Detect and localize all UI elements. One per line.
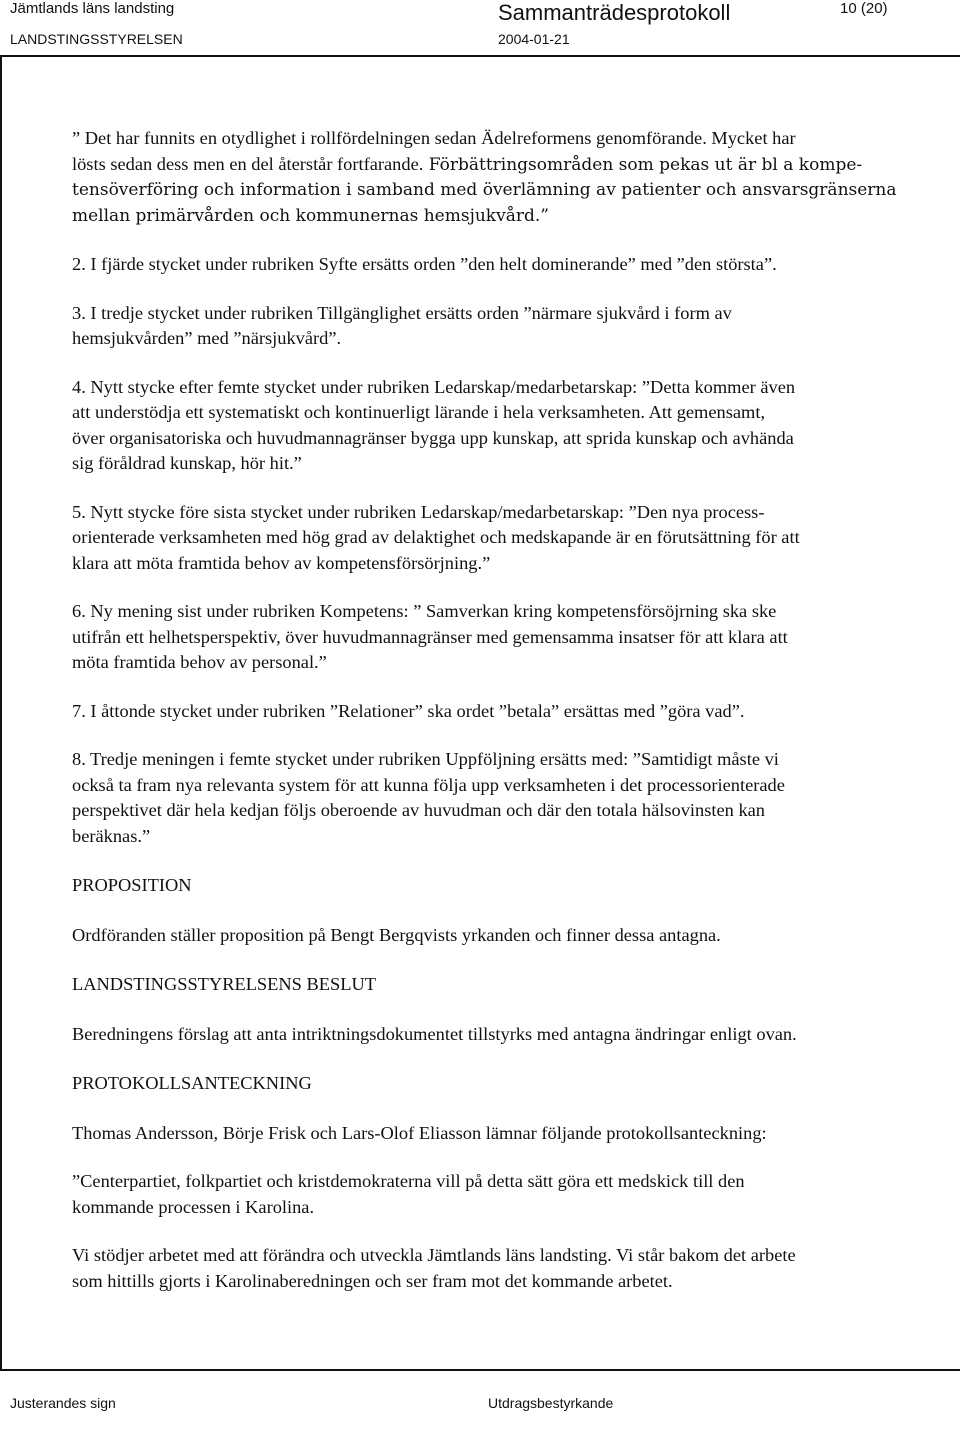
text-line: utifrån ett helhetsperspektiv, över huvudmannagränser med gemensamma insatser för att klara att [72,626,788,647]
board-name: LANDSTINGSSTYRELSEN [10,31,183,47]
annotation-quote [72,1169,937,1220]
text-line: 7. I åttonde stycket under rubriken ”Relationer” ska ordet ”betala” ersättas med ”göra vad”. [72,700,745,721]
utdrag-label: Utdragsbestyrkande [488,1395,614,1411]
text-line: sig föråldrad kunskap, hör hit.” [72,453,302,473]
text-line: orienterade verksamheten med hög grad av delaktighet och medskapande är en förutsättning för att [72,527,800,547]
proposition-heading: PROPOSITION [72,875,192,895]
text-line: att understödja ett systematiskt och kontinuerligt lärande i hela verksamheten. Att gemensamt, [72,402,766,422]
text-line: klara att möta framtida behov av kompetensförsörjning.” [72,552,491,573]
item-7 [72,699,937,725]
text-line: mellan primärvården och kommunernas hemsjukvård.” [72,205,549,226]
item-8 [72,747,937,849]
decision-text: Beredningens förslag att anta intriktningsdokumentet tillstyrks med antagna ändringar enligt ovan. [72,1023,797,1044]
text-line: ”Centerpartiet, folkpartiet och kristdemokraterna vill på detta sätt göra ett medskick till den [72,1171,745,1191]
annotation-closing [72,1243,937,1294]
text-line: 8. Tredje meningen i femte stycket under rubriken Uppföljning ersätts med: ”Samtidigt måste vi [72,749,779,769]
item-3 [72,301,937,352]
organization-name: Jämtlands läns landsting [10,0,175,17]
text-line: möta framtida behov av personal.” [72,652,327,672]
text-line: 3. I tredje stycket under rubriken Tillgänglighet ersätts orden ”närmare sjukvård i form av [72,302,732,323]
text-line: över organisatoriska och huvudmannagränser bygga upp kunskap, att sprida kunskap och avhända [72,427,794,448]
page-number: 10 (20) [840,0,888,17]
text-line: också ta fram nya relevanta system för att kunna följa upp verksamheten i det processorienterade [72,774,785,795]
text-line: beräknas.” [72,825,151,846]
quote-intro [72,126,937,229]
text-line: hemsjukvården” med ”närsjukvård”. [72,328,342,348]
text-line: kommande processen i Karolina. [72,1196,315,1217]
footer-rule [0,1369,960,1371]
text-line: ” Det har funnits en otydlighet i rollfördelningen sedan Ädelreformens genomförande. Mycket har [72,128,796,148]
item-4 [72,375,937,477]
left-margin-rule [0,55,2,1370]
document-title: Sammanträdesprotokoll [498,0,731,25]
text-line: lösts sedan dess men en del återstår fortfarande. Förbättringsområden som pekas ut är bl a kompe- [72,153,863,175]
text-line: perspektivet där hela kedjan följs oberoende av huvudman och där den totala hälsovinsten kan [72,800,765,820]
text-line: tensöverföring och information i samband med överlämning av patienter och ansvarsgränserna [72,180,897,200]
text-line: 5. Nytt stycke före sista stycket under rubriken Ledarskap/medarbetarskap: ”Den nya process- [72,501,765,522]
text-line: som hittills gjorts i Karolinaberedningen och ser fram mot det kommande arbetet. [72,1270,673,1291]
text-line: 2. I fjärde stycket under rubriken Syfte ersätts orden ”den helt dominerande” med ”den största”. [72,254,777,274]
item-5 [72,500,937,577]
meeting-date: 2004-01-21 [498,31,570,47]
protocol-body [72,126,937,1294]
text-line: Vi stödjer arbetet med att förändra och utveckla Jämtlands läns landsting. Vi står bakom det arbete [72,1245,796,1265]
proposition-text: Ordföranden ställer proposition på Bengt Bergqvists yrkanden och finner dessa antagna. [72,924,721,945]
annotation-heading: PROTOKOLLSANTECKNING [72,1073,312,1093]
text-line: 6. Ny mening sist under rubriken Kompetens: ” Samverkan kring kompetensförsöjrning ska ske [72,601,777,621]
annotation-intro: Thomas Andersson, Börje Frisk och Lars-Olof Eliasson lämnar följande protokollsanteckning: [72,1122,767,1143]
item-2 [72,252,937,278]
text-line: 4. Nytt stycke efter femte stycket under rubriken Ledarskap/medarbetarskap: ”Detta kommer även [72,376,796,397]
header-rule [0,55,960,57]
decision-heading: LANDSTINGSSTYRELSENS BESLUT [72,974,376,994]
item-6 [72,599,937,676]
justering-label: Justerandes sign [10,1395,116,1411]
